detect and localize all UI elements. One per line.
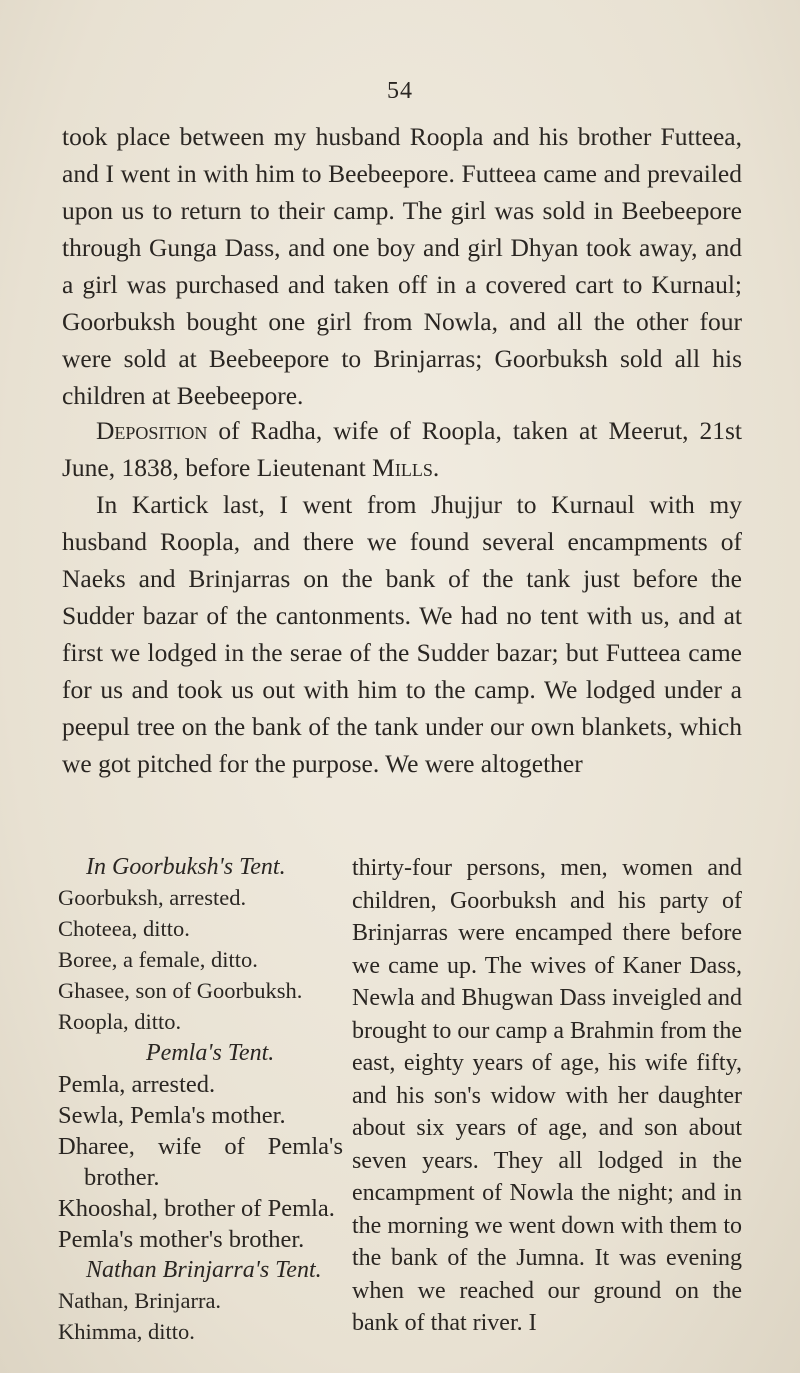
- page-number: 54: [387, 78, 413, 104]
- pemla-tent-heading: Pemla's Tent.: [146, 1040, 275, 1066]
- tent-entry: Pemla, arrested.: [58, 1071, 216, 1098]
- intro-paragraph: took place between my husband Roopla and his brother Futteea, and I went in with him to Beebeepore. Futteea came and prevailed upon us to return to their camp. The girl was sold in Beebeepore through Gunga Dass, and one boy and girl Dhyan took away, and a girl was purchased and taken off in a covered cart to Kurnaul; Goorbuksh bought one girl from Nowla, and all the other four were sold at Beebeepore to Brinjarras; Goorbuksh sold all his children at Beebeepore.: [62, 122, 742, 410]
- tent-entry: Khooshal, brother of Pemla.: [58, 1195, 335, 1222]
- tent-entry: Pemla's mother's brother.: [58, 1226, 305, 1253]
- tent-entry: Sewla, Pemla's mother.: [58, 1102, 286, 1129]
- deposition-heading-text: of Radha, wife of Roopla, taken at Meerut, 21st June, 1838, before Lieutenant: [62, 416, 742, 482]
- tent-entry: Khimma, ditto.: [58, 1319, 195, 1344]
- narrative-column: [352, 852, 742, 1340]
- tent-entry: Dharee, wife of Pemla's brother.: [58, 1133, 343, 1191]
- deposition-label: Deposition: [96, 416, 208, 445]
- lieutenant-name: Mills: [372, 453, 433, 482]
- intro-paragraph-block: [62, 118, 742, 414]
- goorbuksh-tent-heading: In Goorbuksh's Tent.: [86, 854, 286, 880]
- tent-entry: Ghasee, son of Goorbuksh.: [58, 978, 303, 1003]
- tent-entry: Nathan, Brinjarra.: [58, 1288, 222, 1313]
- tent-list-column: [58, 852, 343, 1347]
- deposition-block: [62, 412, 742, 782]
- nathan-tent-heading: Nathan Brinjarra's Tent.: [86, 1257, 322, 1283]
- tent-entry: Boree, a female, ditto.: [58, 947, 258, 972]
- deposition-body: In Kartick last, I went from Jhujjur to Kurnaul with my husband Roopla, and there we found several encampments of Naeks and Brinjarras on the bank of the tank just before the Sudder bazar of the cantonments. We had no tent with us, and at first we lodged in the serae of the Sudder bazar; but Futteea came for us and took us out with him to the camp. We lodged under a peepul tree on the bank of the tank under our own blankets, which we got pitched for the purpose. We were altogether: [62, 490, 742, 778]
- deposition-heading: [62, 412, 742, 486]
- deposition-heading-end: .: [432, 453, 440, 482]
- tent-entry: Roopla, ditto.: [58, 1009, 182, 1034]
- narrative-text: thirty-four persons, men, women and children, Goorbuksh and his party of Brinjarras were encamped there before we came up. The wives of Kaner Dass, Newla and Bhugwan Dass inveigled and brought to our camp a Brahmin from the east, eighty years of age, his wife fifty, and his son's widow with her daughter about six years of age, and son about seven years. They all lodged in the encampment of Nowla the night; and in the morning we went down with them to the bank of the Jumna. It was evening when we reached our ground on the bank of that river. I: [352, 855, 742, 1336]
- tent-entry: Goorbuksh, arrested.: [58, 885, 247, 910]
- tent-entry: Choteea, ditto.: [58, 916, 190, 941]
